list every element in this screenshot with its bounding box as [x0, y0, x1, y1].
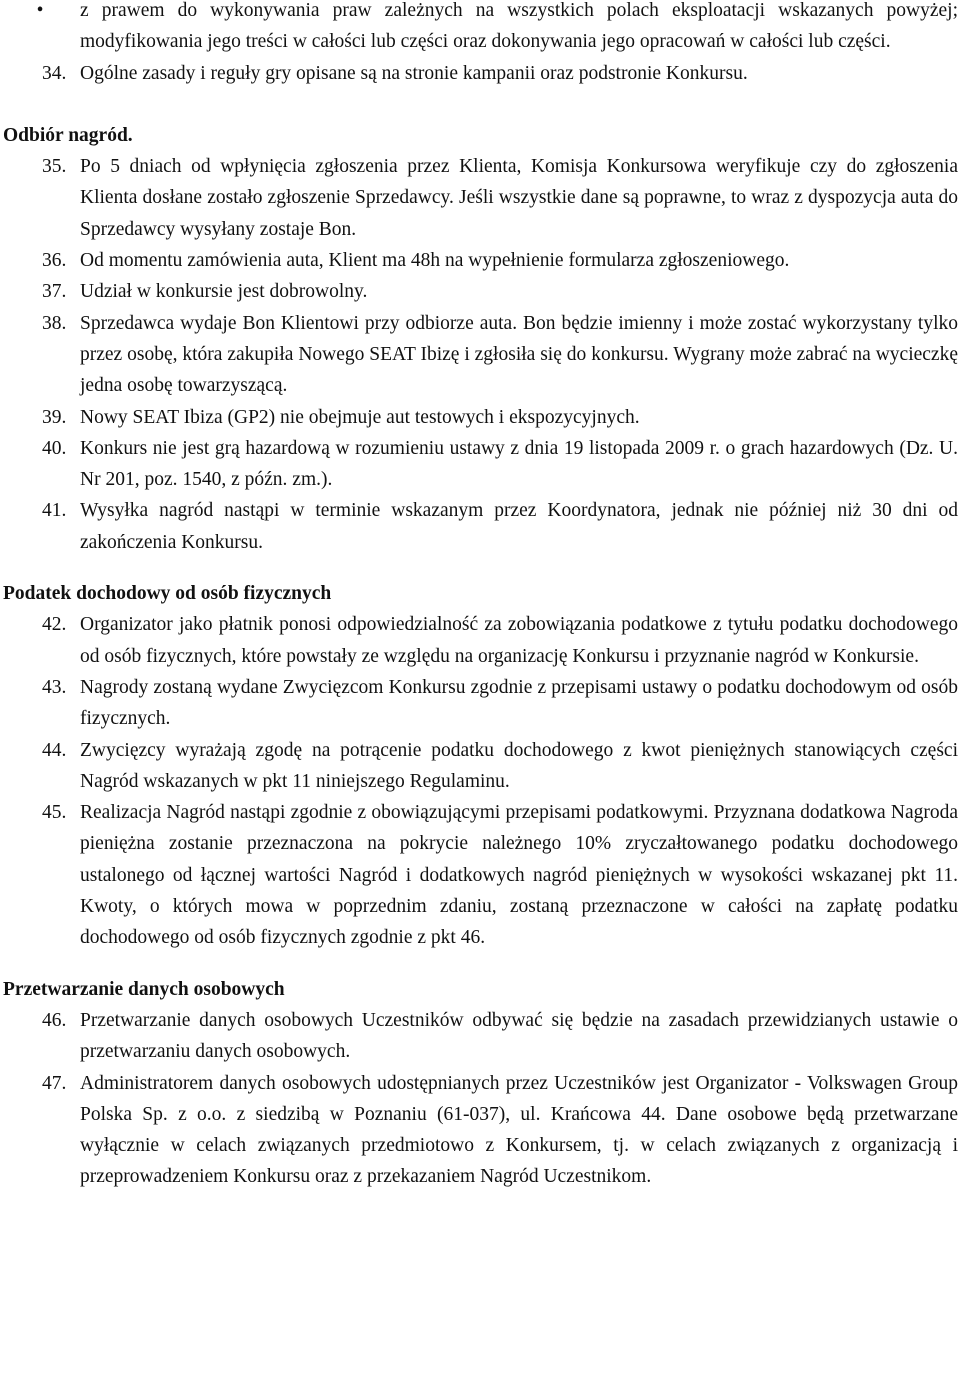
list-item	[0, 672, 960, 735]
item-text: Administratorem danych osobowych udostępnianych przez Uczestników jest Organizator - Volkswagen Group Polska Sp. z o.o. z siedzibą w Poznaniu (61-037), ul. Krańcowa 44. Dane osobowe będą przetwarzane wyłącznie w celach związanych przedmiotowo z Konkursem, tj. w celach związanych z organizacją i przeprowadzeniem Konkursu oraz z przekazaniem Nagród Uczestnikom.	[80, 1072, 958, 1188]
list-item	[0, 308, 960, 402]
list-item	[0, 151, 960, 245]
list-item	[0, 495, 960, 558]
item-number: 41.	[42, 500, 67, 522]
list-item	[0, 276, 960, 307]
spacer	[0, 954, 960, 974]
list-item	[0, 735, 960, 798]
item-number: 37.	[42, 281, 67, 303]
spacer	[0, 558, 960, 578]
list-item	[0, 402, 960, 433]
item-text: Realizacja Nagród nastąpi zgodnie z obowiązującymi przepisami podatkowymi. Przyznana dodatkowa Nagroda pieniężna zostanie przeznaczona na pokrycie należnego 10% zryczałtowanego podatku dochodowego ustalonego od łącznej wartości Nagród i dodatkowych nagród pieniężnych w wysokości wskazanej pkt 11. Kwoty, o których mowa w poprzednim zdaniu, zostaną przeznaczone w całości na zapłatę podatku dochodowego od osób fizycznych zgodnie z pkt 46.	[80, 802, 958, 949]
section-heading-prizes: Odbiór nagród.	[3, 124, 133, 146]
item-number: 45.	[42, 802, 67, 824]
item-text: Udział w konkursie jest dobrowolny.	[80, 281, 368, 303]
item-number: 40.	[42, 437, 67, 459]
item-text: Przetwarzanie danych osobowych Uczestników odbywać się będzie na zasadach przewidzianych ustawie o przetwarzaniu danych osobowych.	[80, 1009, 958, 1063]
list-item	[0, 245, 960, 276]
section-heading-tax: Podatek dochodowy od osób fizycznych	[3, 583, 332, 605]
bullet-icon: •	[36, 0, 44, 21]
list-item	[0, 609, 960, 672]
item-number: 42.	[42, 614, 67, 636]
item-text: Od momentu zamówienia auta, Klient ma 48h na wypełnienie formularza zgłoszeniowego.	[80, 250, 790, 272]
list-item-34	[0, 58, 960, 89]
item-number: 39.	[42, 406, 67, 428]
item-text: Organizator jako płatnik ponosi odpowiedzialność za zobowiązania podatkowe z tytułu podatku dochodowego od osób fizycznych, które powstały ze względu na organizację Konkursu i przyznanie nagród w Konkursie.	[80, 614, 958, 667]
item-number: 36.	[42, 250, 67, 272]
list-item	[0, 433, 960, 496]
item-number: 44.	[42, 739, 67, 761]
item-text: Ogólne zasady i reguły gry opisane są na stronie kampanii oraz podstronie Konkursu.	[80, 62, 748, 84]
spacer	[0, 89, 960, 120]
item-number: 43.	[42, 676, 67, 698]
section-heading-personal-data: Przetwarzanie danych osobowych	[3, 978, 285, 1000]
item-text: Po 5 dniach od wpłynięcia zgłoszenia przez Klienta, Komisja Konkursowa weryfikuje czy do zgłoszenia Klienta dosłane zostało zgłoszenie Sprzedawcy. Jeśli wszystkie dane są poprawne, to wraz z dyspozycja auta do Sprzedawcy wysyłany zostaje Bon.	[80, 156, 958, 240]
item-text: Konkurs nie jest grą hazardową w rozumieniu ustawy z dnia 19 listopada 2009 r. o grach hazardowych (Dz. U. Nr 201, poz. 1540, z późn. zm.).	[80, 437, 958, 491]
item-number: 47.	[42, 1072, 67, 1094]
item-text: Nowy SEAT Ibiza (GP2) nie obejmuje aut testowych i ekspozycyjnych.	[80, 406, 640, 428]
item-number: 35.	[42, 156, 67, 178]
item-number: 34.	[42, 62, 67, 84]
item-number: 38.	[42, 312, 67, 334]
list-item	[0, 797, 960, 953]
item-text: Zwycięzcy wyrażają zgodę na potrącenie podatku dochodowego z kwot pieniężnych stanowiących części Nagród wskazanych w pkt 11 niniejszego Regulaminu.	[80, 739, 958, 792]
bullet-text: z prawem do wykonywania praw zależnych na wszystkich polach eksploatacji wskazanych powyżej; modyfikowania jego treści w całości lub części oraz dokonywania jego opracowań w całości lub części.	[80, 0, 958, 53]
item-text: Sprzedawca wydaje Bon Klientowi przy odbiorze auta. Bon będzie imienny i może zostać wykorzystany tylko przez osobę, która zakupiła Nowego SEAT Ibizę i zgłosiła się do konkursu. Wygrany może zabrać na wycieczkę jedna osobę towarzyszącą.	[80, 312, 958, 397]
item-number: 46.	[42, 1009, 67, 1031]
list-item	[0, 1005, 960, 1068]
item-text: Wysyłka nagród nastąpi w terminie wskazanym przez Koordynatora, jednak nie później niż 30 dni od zakończenia Konkursu.	[80, 500, 958, 553]
item-text: Nagrody zostaną wydane Zwycięzcom Konkursu zgodnie z przepisami ustawy o podatku dochodowym od osób fizycznych.	[80, 676, 958, 730]
bullet-item	[0, 0, 960, 58]
list-item	[0, 1068, 960, 1193]
